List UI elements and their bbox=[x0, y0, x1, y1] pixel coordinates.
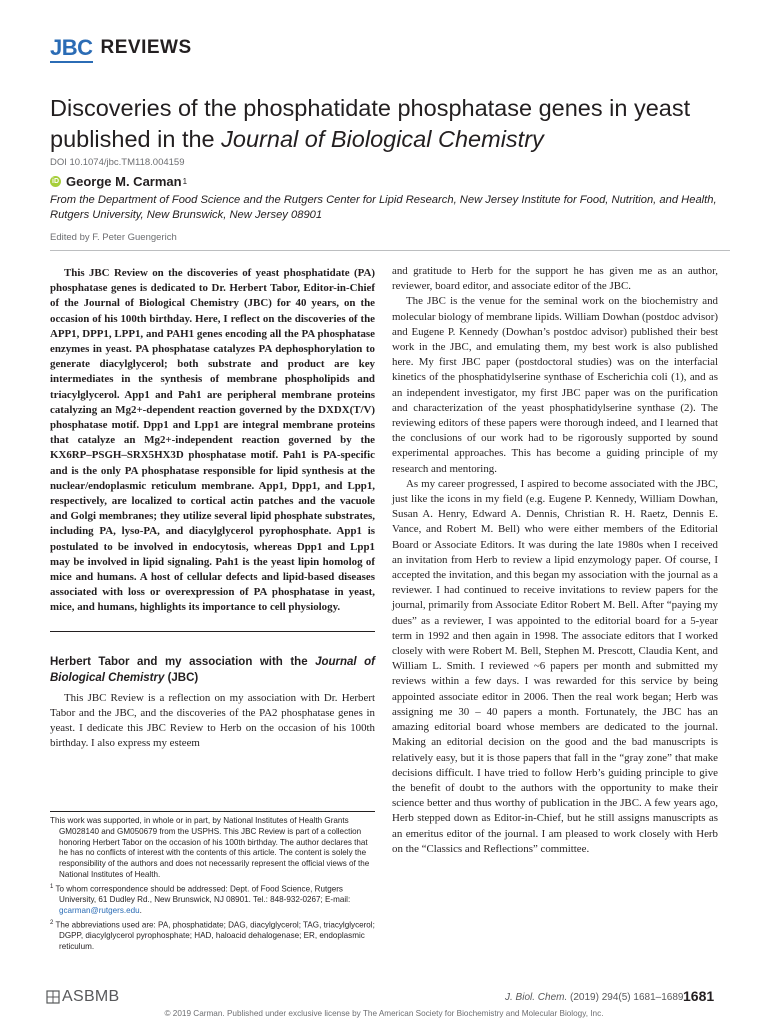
footnote-mark: 1 bbox=[50, 883, 54, 890]
asbmb-icon bbox=[46, 990, 60, 1004]
reviews-label: REVIEWS bbox=[100, 37, 192, 58]
left-column bbox=[50, 266, 375, 751]
email-link[interactable]: gcarman@rutgers.edu bbox=[59, 906, 140, 916]
asbmb-logo bbox=[46, 988, 120, 1006]
footnote-funding: This work was supported, in whole or in part, by National Institutes of Health Grants GM028140 and GM050679 from the USPHS. This JBC Review is part of a collection honoring Herbert Tabor on the occasion of his 100th birthday. The author declares that he has no conflicts of interest with the contents of this article. The content is solely the responsibility of the authors and does not necessarily represent the official views of the National Institutes of Health. bbox=[50, 816, 370, 879]
page-number: 1681 bbox=[683, 988, 715, 1004]
footnote-abbreviations bbox=[50, 918, 375, 953]
footnote-correspondence: $^1$ To whom correspondence should be addressed: Dept. of Food Science, Rutgers University, 61 Dudley Rd., New Brunswick, NJ 08901. Tel.: 848-932-0267; E-mail: gcarman@rutgers.edu. bbox=[50, 883, 351, 916]
orcid-icon[interactable]: iD bbox=[52, 178, 59, 185]
article-title bbox=[50, 93, 730, 155]
body-paragraph: and gratitude to Herb for the support he has given me as an author, reviewer, board editor, and associate editor of the JBC. bbox=[392, 265, 718, 293]
edited-by: Edited by F. Peter Guengerich bbox=[50, 232, 177, 243]
abstract: This JBC Review on the discoveries of yeast phosphatidate (PA) phosphatase genes is dedicated to Dr. Herbert Tabor, Editor-in-Chief of the Journal of Biological Chemistry (JBC) for 40 years, on the occasion of his 100th birthday. Here, I reflect on the discoveries of the APP1, DPP1, LPP1, and PAH1 genes encoding all the PA phosphatase enzymes in yeast. PA phosphatase catalyzes PA dephosphorylation to generate diacylglycerol; both substrate and product are key intermediates in the synthesis of membrane phospholipids and triacylglycerol. App1 and Pah1 are peripheral membrane proteins catalyzing an Mg2+-dependent reaction governed by the DXDX(T/V) phosphatase motif. Dpp1 and Lpp1 are integral membrane proteins that catalyze an Mg2+-independent reaction governed by the KX6RP–PSGH–SRX5HX3D phosphatase motif. Pah1 is PA-specific and is the only PA phosphatase responsible for lipid synthesis at the nuclear/endoplasmic reticulum membrane. App1, Dpp1, and Lpp1, respectively, are localized to cortical actin patches and the vacuole and Golgi membranes; they utilize several lipid phosphate substrates, including PA, lyso-PA, and diacylglycerol pyrophosphate. App1 is postulated to be involved in endocytosis, whereas Dpp1 and Lpp1 may be involved in lipid signaling. Pah1 is the yeast lipin homolog of mice and humans. A host of cellular defects and lipid-based diseases associated with loss or overexpression of PA phosphatase in yeast, mice, and humans, highlights its importance to cell physiology. bbox=[50, 267, 375, 614]
body-paragraph: This JBC Review is a reflection on my association with Dr. Herbert Tabor and the JBC, and the discoveries of the PA2 phosphatase genes in yeast. I dedicate this JBC Review to Herb on the occasion of his 100th birthday. I also express my esteem bbox=[50, 691, 375, 750]
footnote-text: To whom correspondence should be addressed: Dept. of Food Science, Rutgers University, 61 Dudley Rd., New Brunswick, NJ 08901. Tel.: 848-932-0267; E-mail: bbox=[55, 884, 351, 905]
footnote-divider bbox=[50, 811, 375, 812]
journal-header bbox=[50, 34, 192, 62]
section-heading bbox=[50, 654, 375, 686]
title-text: Discoveries of the phosphatidate phosphatase genes in yeast published in the bbox=[50, 95, 691, 152]
right-column bbox=[392, 264, 718, 857]
author-name[interactable]: George M. Carman bbox=[66, 174, 182, 189]
affiliation: From the Department of Food Science and the Rutgers Center for Lipid Research, New Jersey Institute for Food, Nutrition, and Health, Rutgers University, New Brunswick, New Jersey 08901 bbox=[50, 194, 717, 221]
section-heading-journal: Journal of Biological Chemistry bbox=[50, 655, 375, 684]
footnote-mark: 2 bbox=[50, 919, 54, 926]
section-heading-text: Herbert Tabor and my association with the bbox=[50, 655, 316, 668]
footer-journal: J. Biol. Chem. bbox=[505, 992, 568, 1003]
footnotes bbox=[50, 811, 375, 954]
footer-citation-text: (2019) 294(5) 1681–1689 bbox=[567, 992, 684, 1003]
footnote-text: The abbreviations used are: PA, phosphatidate; DAG, diacylglycerol; TAG, triacylglycerol; DGPP, diacylglycerol pyrophosphate; HAD, haloacid dehalogenase; ER, endoplasmic reticulum. bbox=[55, 920, 375, 952]
asbmb-logo-text: ASBMB bbox=[62, 988, 120, 1005]
body-paragraph: As my career progressed, I aspired to become associated with the JBC, just like the icons in my field (e.g. Eugene P. Kennedy, William Dowhan, Susan A. Henry, Edward A. Dennis, Christian R. H. Raetz, Dennis E. Vance, and Robert M. Bell) who were either members of the Editorial Board or Associate Editors. It was during the late 1980s when I received an invitation from Herb to review a lipid enzymology paper. Of course, I accepted the invitation, and this began my association with the journal as a reviewer. I had continued to receive invitations to review papers for the journal, primarily from Associate Editor Robert M. Bell. After “paying my dues” as a reviewer, I was appointed to the editorial board for a 5-year term in 1992 and then again in 1998. The associate editors that I worked closely with were Robert M. Bell, Stephen M. Prescott, Claudia Kent, and William L. Smith. I reviewed ~6 papers per month and submitted my reviews within a few days. I was rewarded for this service by being appointed associate editor in 2006. Then the real work began; Herb was assigning me 30 – 40 papers a month. Fortunately, the JBC has an amazing editorial board whose members are dedicated to the journal. Making an editorial decision on the good and the bad manuscripts is relatively easy, but it is those papers that fall in the “gray zone” that make decisions difficult. I have tried to follow Herb’s guiding principle to give the benefit of doubt to the authors with the opportunity to make their science better and thus worthy of publication in the JBC. A few years ago, Herb stepped down as Editor-in-Chief, but he still assigns manuscripts as an emeritus editor of the journal. I am pleased to work closely with Herb on the “Classics and Reflections” committee. bbox=[392, 477, 718, 855]
author-footnote-mark[interactable]: 1 bbox=[182, 177, 188, 186]
abstract-divider bbox=[50, 631, 375, 632]
author-line bbox=[50, 174, 187, 189]
jbc-logo: JBC bbox=[50, 35, 93, 60]
footer-citation bbox=[505, 992, 683, 1003]
body-paragraph: The JBC is the venue for the seminal work on the biochemistry and molecular biology of membrane lipids. William Dowhan (postdoc advisor) and Eugene P. Kennedy (Dowhan’s postdoc advisor) published their best work in the JBC, and emulating them, my best work is also published here. My first JBC paper (postdoctoral studies) was on the interfacial kinetics of the phosphatidylserine synthase of Escherichia coli (1), and as an independent investigator, my first JBC paper was on the purification and characterization of the yeast phosphatidylserine synthase (2). The reviewing editors of these papers were thorough indeed, and I learned that the conclusions of our work had to be rigorously supported by sound experimental approaches. This has become a guiding principle of my research and mentoring. bbox=[392, 295, 718, 475]
header-divider bbox=[50, 250, 730, 251]
section-heading-suffix: (JBC) bbox=[164, 671, 199, 684]
copyright: © 2019 Carman. Published under exclusive license by The American Society for Biochemistry and Molecular Biology, Inc. bbox=[164, 1009, 604, 1018]
title-journal: Journal of Biological Chemistry bbox=[221, 126, 544, 152]
doi[interactable]: DOI 10.1074/jbc.TM118.004159 bbox=[50, 157, 185, 168]
